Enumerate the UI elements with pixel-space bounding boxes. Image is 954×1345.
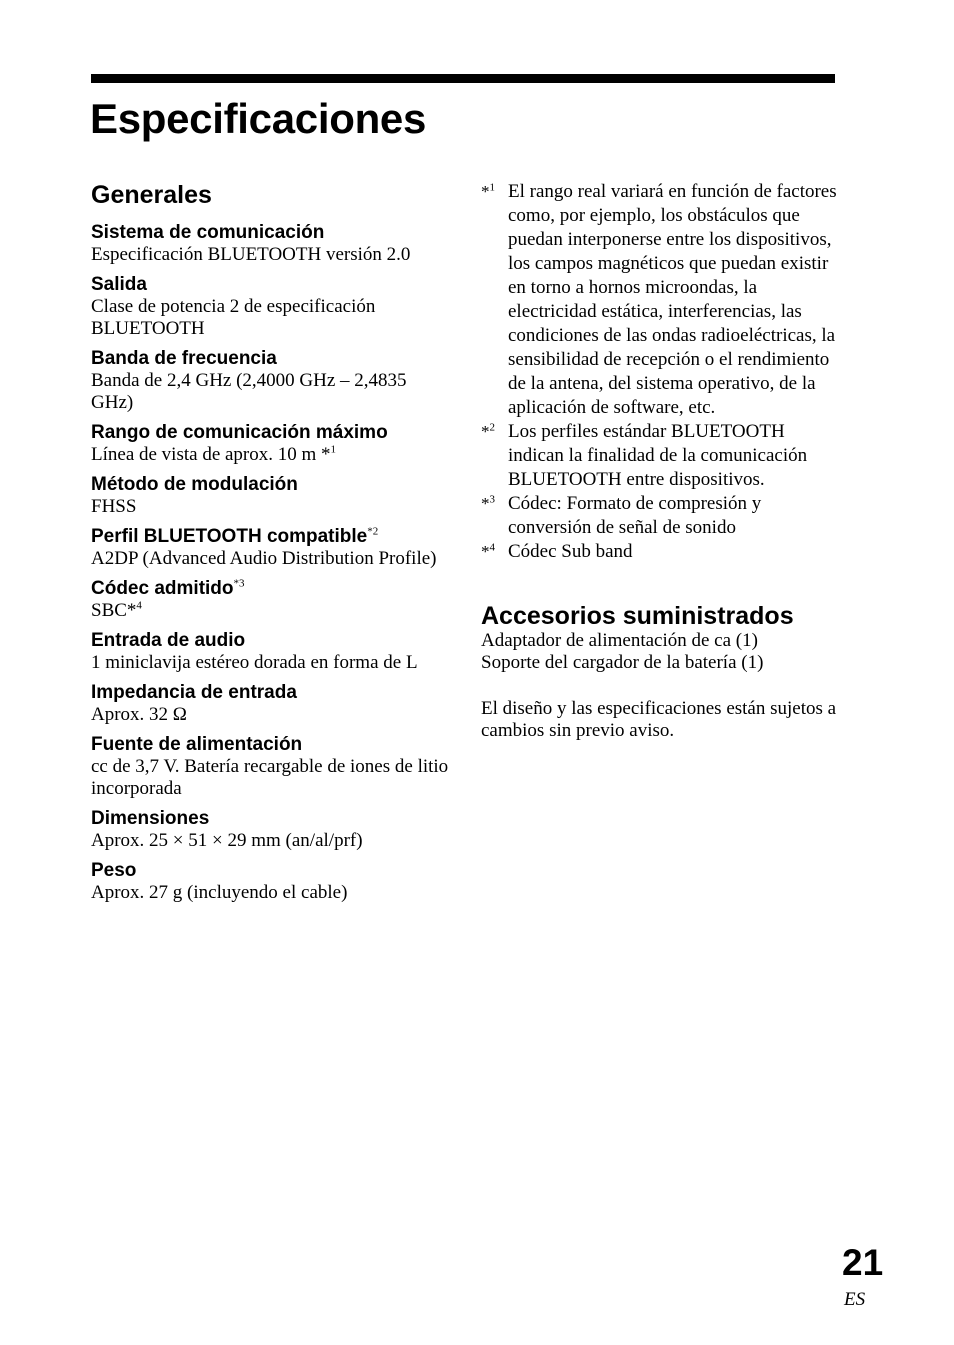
spec-label	[91, 526, 451, 548]
page-number: 21	[842, 1242, 884, 1283]
footnote-number: 1	[489, 181, 495, 194]
spec-label: Fuente de alimentación	[91, 734, 303, 755]
footnote-asterisk: *	[481, 182, 490, 201]
spec-label-text: Códec admitido	[91, 578, 234, 599]
spec-value	[91, 600, 451, 622]
spec-value: Aprox. 27 g (incluyendo el cable)	[91, 882, 348, 903]
spec-value: A2DP (Advanced Audio Distribution Profile)	[91, 548, 437, 569]
footnote-3	[481, 492, 841, 540]
spec-label: Banda de frecuencia	[91, 348, 277, 369]
spec-value: Banda de 2,4 GHz (2,4000 GHz – 2,4835 GHz)	[91, 370, 407, 413]
spec-label: Salida	[91, 274, 147, 295]
right-column	[481, 180, 841, 742]
footnote-asterisk: *	[481, 494, 490, 513]
footnotes	[481, 180, 841, 564]
spec-codec-admitido	[91, 578, 451, 622]
spec-value: Aprox. 25 × 51 × 29 mm (an/al/prf)	[91, 830, 363, 851]
spec-label: Método de modulación	[91, 474, 298, 495]
spec-impedancia	[91, 682, 451, 726]
section-title-generales: Generales	[91, 181, 212, 209]
footnote-asterisk: *	[481, 422, 490, 441]
footnote-number: 2	[489, 421, 495, 434]
spec-value-text: SBC*	[91, 600, 137, 621]
accessory-item: Soporte del cargador de la batería (1)	[481, 652, 764, 673]
spec-dimensiones	[91, 808, 451, 852]
footnote-2	[481, 420, 841, 492]
footnote-ref: *3	[233, 577, 245, 590]
footnote-mark	[481, 540, 495, 564]
spec-label: Sistema de comunicación	[91, 222, 325, 243]
spec-value	[91, 444, 451, 466]
disclaimer: El diseño y las especificaciones están sujetos a cambios sin previo aviso.	[481, 698, 837, 741]
spec-sistema-de-comunicacion	[91, 222, 451, 266]
spec-label: Rango de comunicación máximo	[91, 422, 388, 443]
footnote-mark	[481, 180, 495, 204]
header-rule	[91, 74, 835, 83]
spec-metodo-de-modulacion	[91, 474, 451, 518]
footnote-mark	[481, 420, 495, 444]
spec-label: Dimensiones	[91, 808, 210, 829]
spec-label: Entrada de audio	[91, 630, 246, 651]
footnote-mark	[481, 492, 495, 516]
spec-value: Clase de potencia 2 de especificación BLUETOOTH	[91, 296, 376, 339]
spec-value: Aprox. 32 Ω	[91, 704, 187, 725]
spec-label: Peso	[91, 860, 137, 881]
language-code: ES	[844, 1289, 866, 1310]
footnote-number: 4	[489, 541, 495, 554]
left-column	[91, 178, 451, 904]
footnote-text: Los perfiles estándar BLUETOOTH indican la finalidad de la comunicación BLUETOOTH entre dispositivos.	[508, 421, 808, 490]
spec-label	[91, 578, 451, 600]
page-title: Especificaciones	[90, 95, 427, 142]
spec-label-text: Perfil BLUETOOTH compatible	[91, 526, 368, 547]
spec-entrada-de-audio	[91, 630, 451, 674]
footnote-ref: *2	[367, 525, 379, 538]
footnote-4	[481, 540, 841, 564]
spec-fuente-de-alimentacion	[91, 734, 451, 800]
footnote-ref: 4	[136, 599, 142, 612]
footnote-1	[481, 180, 841, 420]
spec-rango-de-comunicacion	[91, 422, 451, 466]
spec-value-text: Línea de vista de aprox. 10 m *	[91, 444, 331, 465]
accessory-item: Adaptador de alimentación de ca (1)	[481, 630, 758, 651]
spec-value: FHSS	[91, 496, 137, 517]
footnote-text: El rango real variará en función de factores como, por ejemplo, los obstáculos que puedan interponerse entre los dispositivos, los campos magnéticos que puedan existir en torno a hornos microondas, la electricidad estática, interferencias, las condiciones de las ondas radioeléctricas, la sensibilidad de recepción o el rendimiento de la antena, del sistema operativo, de la aplicación de software, etc.	[508, 181, 837, 418]
spec-label: Impedancia de entrada	[91, 682, 297, 703]
footnote-number: 3	[489, 493, 495, 506]
footnote-text: Códec: Formato de compresión y conversión de señal de sonido	[508, 493, 762, 538]
spec-value: 1 miniclavija estéreo dorada en forma de L	[91, 652, 418, 673]
footnote-asterisk: *	[481, 542, 490, 561]
spec-perfil-bluetooth	[91, 526, 451, 570]
footnote-ref: 1	[330, 443, 337, 456]
spec-value: Especificación BLUETOOTH versión 2.0	[91, 244, 411, 265]
footnote-text: Códec Sub band	[508, 541, 633, 562]
section-title-accesorios: Accesorios suministrados	[481, 602, 794, 630]
spec-value: cc de 3,7 V. Batería recargable de iones de litio incorporada	[91, 756, 449, 799]
accesorios-section	[481, 602, 841, 742]
spec-peso	[91, 860, 451, 904]
spec-banda-de-frecuencia	[91, 348, 451, 414]
spec-salida	[91, 274, 451, 340]
